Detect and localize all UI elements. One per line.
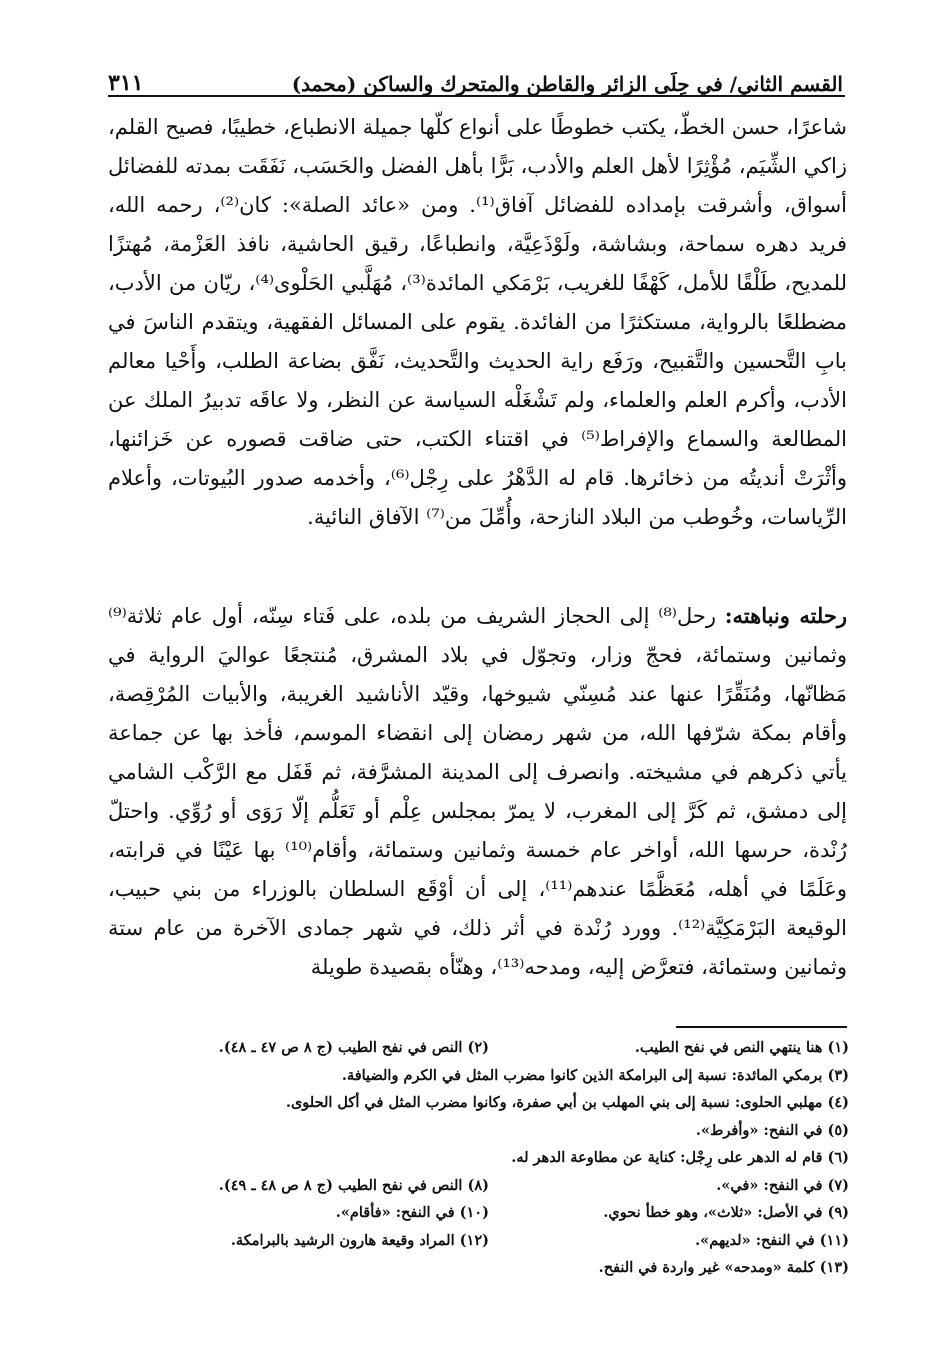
footnote: (٣) برمكي المائدة: نسبة إلى البرامكة الذين كانوا مضرب المثل في الكرم والضيافة. (341, 1066, 849, 1084)
footnote-row (108, 1144, 849, 1172)
footnote: (١) هنا ينتهي النص في نفح الطيب. (634, 1039, 849, 1056)
paragraph-text: رحل⁽⁸⁾ إلى الحجاز الشريف من بلده، على فَتاء سِنّه، أول عام ثلاثة⁽⁹⁾ وثمانين وستمائة، فحجّ وزار، وتجوّل في بلاد المشرق، مُنتجعًا عواليَ الرواية في مَظانّها، ومُنَقِّرًا عنها عند مُسِنّي شيوخها، وقيّد الأناشيد الغريبة، والأبيات المُرْقِصة، وأقام بمكة شرّفها الله، من شهر رمضان إلى انقضاء الموسم، فأخذ بها عن جماعة يأتي ذكرهم في مشيخته. وانصرف إلى المدينة المشرَّفة، ثم قَفَل مع الرَّكْب الشامي إلى دمشق، ثم كَرَّ إلى المغرب، لا يمرّ بمجلس عِلْم أو تَعَلُّم إلّا رَوَى أو رُوِّي. واحتلّ رُنْدة، حرسها الله، أواخر عام خمسة وثمانين وستمائة، وأقام⁽¹⁰⁾ بها عَيْنًا في قرابته، وعَلَمًا في أهله، مُعَظَّمًا عندهم⁽¹¹⁾، إلى أن أوْقَع السلطان بالوزراء من بني حبيب، الوقيعة البَرْمَكِيَّة⁽¹²⁾. وورد رُنْدة في أثر ذلك، في شهر جمادى الآخرة من عام ستة وثمانين وستمائة، فتعرَّض إليه، ومدحه⁽¹³⁾، وهنّأه بقصيدة طويلة (108, 604, 848, 979)
footnote-row (108, 1034, 849, 1062)
section-heading: رحلته ونباهته: (724, 603, 847, 628)
paragraph-text: شاعرًا، حسن الخطّ، يكتب خطوطًا على أنواع كلّها جميلة الانطباع، خطيبًا، فصيح القلم، زاكي الشِّيَم، مُؤْثِرًا لأهل العلم والأدب، بَرًّا بأهل الفضل والحَسَب، نَفَقَت بمدته للفضائل أسواق، وأشرقت بإمداده للفضائل آفاق⁽¹⁾. ومن «عائد الصلة»: كان⁽²⁾، رحمه الله، فريد دهره سماحة، وبشاشة، ولَوْذَعِيَّة، وانطباعًا، رقيق الحاشية، نافذ العَزْمة، مُهتزًا للمديح، طَلْقًا للأمل، كَهْفًا للغريب، بَرْمَكي المائدة⁽³⁾، مُهَلَّبي الحَلْوى⁽⁴⁾، ريّان من الأدب، مضطلعًا بالرواية، مستكثرًا من الفائدة. يقوم على المسائل الفقهية، ويتقدم الناسَ في بابِ التَّحسين والتَّقبيح، ورَفَع راية الحديث والتَّحديث، نَفَّق بضاعة الطلب، وأَحْيا معالم الأدب، وأكرم العلم والعلماء، ولم تَشْغَلْه السياسة عن النظر، ولا عاقَه تدبيرُ الملك عن المطالعة والسماع والإفراط⁽⁵⁾ في اقتناء الكتب، حتى ضاقت قصوره عن خَزائنها، وأثْرَتْ أنديتُه من ذخائرها. قام له الدَّهْرُ على رِجْل⁽⁶⁾، وأخدمه صدور البُيوتات، وأعلام الرِّياسات، وخُوطب من البلاد النازحة، وأُمِّلَ من⁽⁷⁾ الآفاق النائية. (108, 115, 848, 529)
footnote-row (108, 1172, 849, 1200)
footnote-row (108, 1089, 849, 1117)
running-head (108, 52, 843, 96)
footnote-row (108, 1117, 849, 1145)
footnote: (١١) في النفح: «لديهم». (695, 1231, 849, 1249)
footnote: (١٢) المراد وقيعة هارون الرشيد بالبرامكة. (230, 1231, 489, 1249)
page-number: ٣١١ (108, 70, 144, 96)
footnote: (٨) النص في نفح الطيب (ج ٨ ص ٤٨ ـ ٤٩). (218, 1176, 489, 1194)
footnote-row (108, 1062, 849, 1090)
paragraph-biography (108, 108, 847, 537)
footnotes (108, 1034, 849, 1282)
header-rule (108, 95, 845, 97)
footnote: (١٠) في النفح: «فأقام». (335, 1204, 489, 1221)
footnote-rule (676, 1026, 847, 1028)
footnote: (٧) في النفح: «في». (716, 1176, 849, 1194)
footnote: (٢) النص في نفح الطيب (ج ٨ ص ٤٧ ـ ٤٨). (218, 1039, 489, 1056)
footnote: (٦) قام له الدهر على رِجْل: كناية عن مطاوعة الدهر له. (511, 1149, 849, 1166)
paragraph-travels (108, 596, 847, 987)
footnote-row (108, 1199, 849, 1227)
footnote: (١٣) كلمة «ومدحه» غير واردة في النفح. (598, 1259, 849, 1276)
footnote-row (108, 1254, 849, 1282)
footnote: (٩) في الأصل: «ثلاث»، وهو خطأ نحوي. (603, 1204, 849, 1221)
running-title: القسم الثاني/ في حِلَى الزائر والقاطن والمتحرك والساكن (محمد) (291, 72, 843, 96)
footnote-row (108, 1227, 849, 1255)
footnote: (٤) مهلبي الحلوى: نسبة إلى بني المهلب بن أبي صفرة، وكانوا مضرب المثل في أكل الحلوى. (285, 1094, 849, 1111)
footnote: (٥) في النفح: «وأفرط». (695, 1121, 849, 1139)
